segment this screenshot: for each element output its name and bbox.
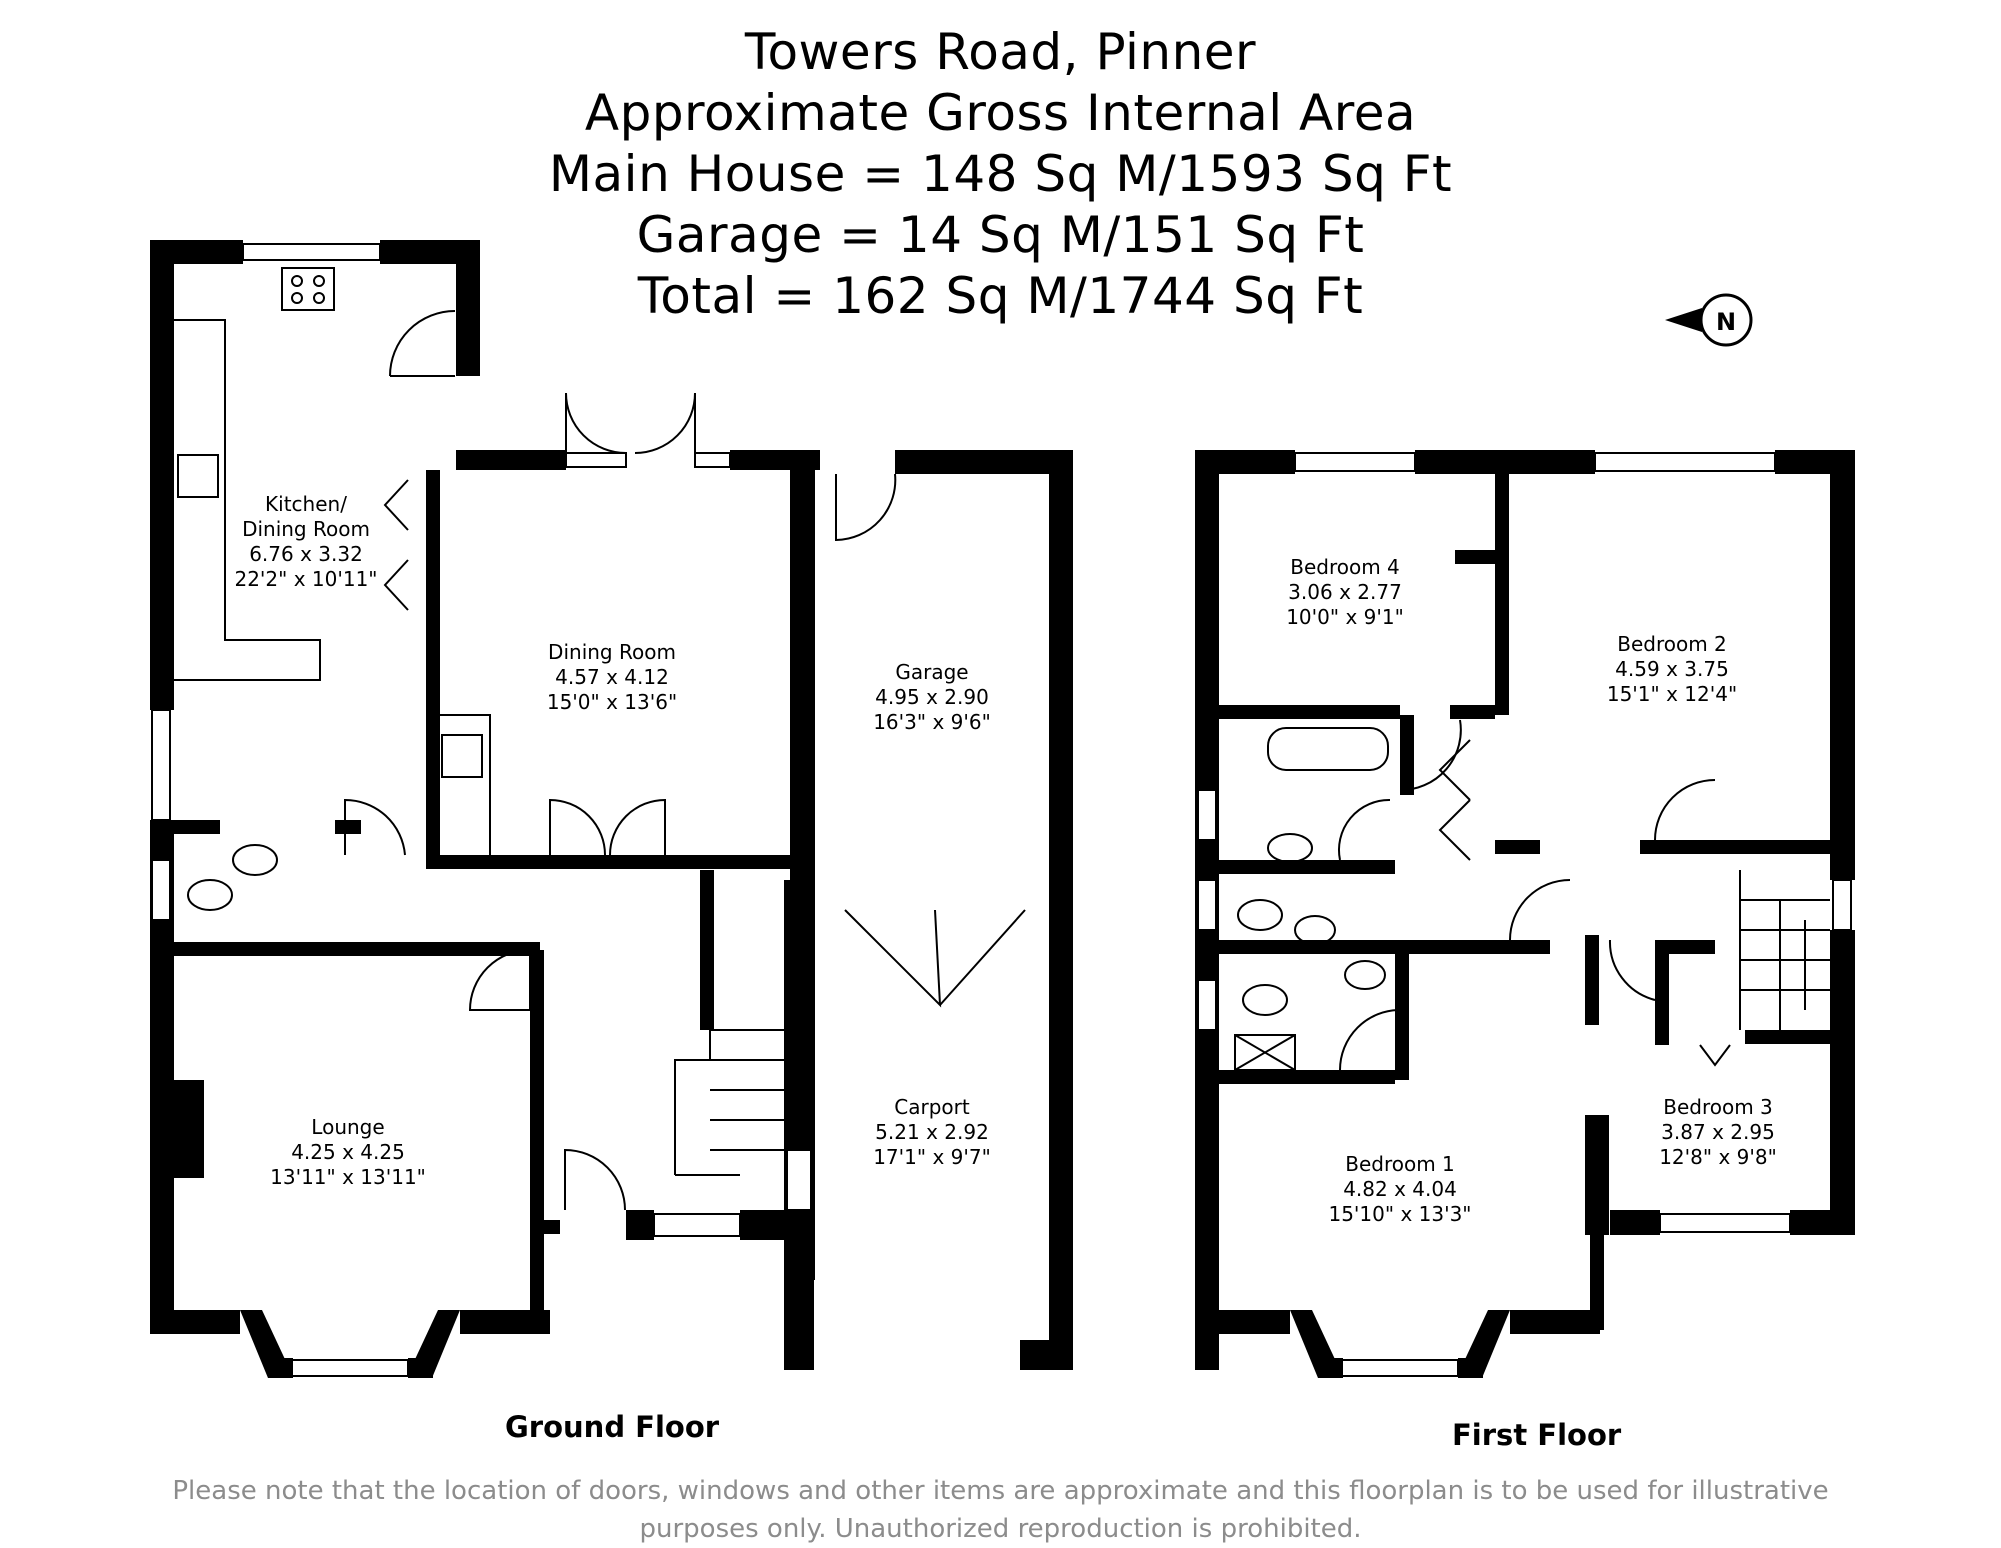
title-garage-area: Garage = 14 Sq M/151 Sq Ft <box>636 206 1365 264</box>
window <box>152 710 170 820</box>
wall <box>150 240 243 264</box>
door-swing <box>566 393 626 453</box>
wall <box>456 450 566 470</box>
room-name: Lounge <box>311 1115 385 1139</box>
room-imperial: 17'1" x 9'7" <box>873 1145 991 1169</box>
wall <box>1510 940 1550 954</box>
walls <box>150 240 1855 1378</box>
wall <box>1655 940 1715 954</box>
wall <box>895 450 1073 474</box>
room-name: Bedroom 4 <box>1290 555 1400 579</box>
window <box>1833 880 1851 930</box>
title-area-heading: Approximate Gross Internal Area <box>584 84 1417 142</box>
window <box>292 1360 408 1376</box>
wall <box>1195 1310 1290 1334</box>
window <box>654 1214 740 1236</box>
window <box>1595 453 1775 471</box>
disclaimer-line1: Please note that the location of doors, windows and other items are approximate and this floorplan is to be used for illustrative <box>172 1476 1829 1506</box>
wall <box>1640 840 1835 854</box>
cupboard-door <box>385 480 408 530</box>
door-swing <box>836 474 895 540</box>
wall <box>784 880 814 1340</box>
door-swing <box>845 910 940 1005</box>
floor-label-ground: Ground Floor <box>505 1410 720 1444</box>
wall <box>1585 935 1599 1025</box>
title-main-house-area: Main House = 148 Sq M/1593 Sq Ft <box>548 145 1453 203</box>
wall <box>530 1220 560 1234</box>
wall <box>268 1358 293 1378</box>
room-metric: 5.21 x 2.92 <box>875 1120 989 1144</box>
wall <box>170 820 220 834</box>
title-total-area: Total = 162 Sq M/1744 Sq Ft <box>637 267 1364 325</box>
bath <box>1268 728 1388 770</box>
wall <box>626 1210 654 1240</box>
title-address: Towers Road, Pinner <box>744 23 1257 81</box>
door-swing <box>1610 940 1655 1000</box>
window <box>1295 453 1415 471</box>
staircase <box>675 1030 785 1175</box>
wall <box>1510 1310 1600 1334</box>
room-imperial: 16'3" x 9'6" <box>873 710 991 734</box>
wall <box>1590 1115 1604 1330</box>
window <box>152 860 170 920</box>
room-imperial: 22'2" x 10'11" <box>234 567 378 591</box>
wall <box>1495 840 1540 854</box>
wall <box>1830 450 1855 880</box>
room-imperial: 10'0" x 9'1" <box>1286 605 1404 629</box>
wall <box>1455 550 1495 564</box>
room-name-line2: Dining Room <box>242 517 370 541</box>
door-swing <box>470 950 530 1010</box>
room-garage <box>873 660 991 735</box>
wall <box>408 1358 433 1378</box>
wall <box>150 1310 240 1334</box>
room-name-line1: Kitchen/ <box>265 492 347 516</box>
room-name: Bedroom 2 <box>1617 632 1727 656</box>
room-imperial: 15'0" x 13'6" <box>546 690 678 714</box>
door-swing <box>565 1150 625 1210</box>
door-swing <box>1440 800 1470 860</box>
room-metric: 4.57 x 4.12 <box>555 665 669 689</box>
wall <box>335 820 361 834</box>
window <box>695 453 730 467</box>
wall <box>1215 860 1395 874</box>
hob-ring <box>292 293 302 303</box>
wall <box>700 870 714 1030</box>
room-kitchen <box>234 492 377 592</box>
wall <box>426 470 440 860</box>
wall <box>1400 715 1414 795</box>
compass-north-icon <box>1665 295 1751 345</box>
basin <box>1345 961 1385 989</box>
cupboard-door <box>385 560 408 610</box>
room-name: Bedroom 3 <box>1663 1095 1773 1119</box>
window <box>1342 1360 1458 1376</box>
room-name: Carport <box>894 1095 970 1119</box>
room-imperial: 13'11" x 13'11" <box>270 1165 426 1189</box>
room-metric: 3.87 x 2.95 <box>1661 1120 1775 1144</box>
wall <box>1610 1210 1660 1235</box>
hob-ring <box>292 276 302 286</box>
room-dining <box>547 640 677 715</box>
hob-ring <box>314 276 324 286</box>
wall <box>790 450 820 470</box>
wall <box>784 1340 814 1370</box>
wall <box>1020 1340 1073 1370</box>
wall <box>426 855 790 869</box>
room-lounge <box>270 1115 426 1190</box>
doors <box>345 311 1730 1210</box>
room-bedroom3 <box>1659 1095 1777 1170</box>
compass-label: N <box>1715 308 1737 336</box>
room-metric: 4.82 x 4.04 <box>1343 1177 1457 1201</box>
wall <box>1450 705 1495 719</box>
basin <box>233 845 277 875</box>
disclaimer-line2: purposes only. Unauthorized reproduction is prohibited. <box>639 1514 1362 1544</box>
wall <box>1195 450 1295 474</box>
door-swing <box>1655 780 1715 840</box>
wall <box>1215 1070 1395 1084</box>
window <box>787 1150 811 1210</box>
fixtures <box>174 268 1830 1175</box>
hob <box>282 268 334 310</box>
sink <box>178 455 218 497</box>
door-swing <box>390 311 455 376</box>
room-metric: 3.06 x 2.77 <box>1288 580 1402 604</box>
room-metric: 4.59 x 3.75 <box>1615 657 1729 681</box>
window <box>243 244 380 260</box>
sink <box>442 735 482 777</box>
room-metric: 4.25 x 4.25 <box>291 1140 405 1164</box>
hob-ring <box>314 293 324 303</box>
window <box>1660 1214 1790 1232</box>
room-bedroom1 <box>1328 1152 1471 1227</box>
basin <box>1295 916 1335 944</box>
disclaimer <box>0 1472 2001 1548</box>
room-metric: 6.76 x 3.32 <box>249 542 363 566</box>
wall <box>1745 1030 1835 1044</box>
wall <box>170 942 540 956</box>
window <box>1198 790 1216 840</box>
window <box>1198 980 1216 1030</box>
wall <box>1790 1210 1855 1235</box>
wall <box>150 240 174 710</box>
wall <box>1215 705 1400 719</box>
wall <box>1458 1358 1483 1378</box>
basin <box>1268 834 1312 862</box>
room-name: Dining Room <box>548 640 676 664</box>
room-name: Bedroom 1 <box>1345 1152 1455 1176</box>
wc <box>1238 900 1282 930</box>
room-imperial: 15'10" x 13'3" <box>1328 1202 1472 1226</box>
wall <box>456 240 480 376</box>
door-swing <box>550 800 605 855</box>
wall <box>1318 1358 1343 1378</box>
wall <box>1495 470 1509 715</box>
room-name: Garage <box>895 660 969 684</box>
room-imperial: 15'1" x 12'4" <box>1606 682 1738 706</box>
wall <box>1400 940 1510 954</box>
door-swing <box>1340 1010 1400 1070</box>
wc <box>1243 985 1287 1015</box>
wall <box>530 950 544 1330</box>
room-imperial: 12'8" x 9'8" <box>1659 1145 1777 1169</box>
room-metric: 4.95 x 2.90 <box>875 685 989 709</box>
window <box>1198 880 1216 930</box>
chimney-breast <box>174 1080 204 1178</box>
door-swing <box>610 800 665 855</box>
floor-label-first: First Floor <box>1452 1418 1622 1452</box>
wall <box>1049 450 1073 1370</box>
door-swing <box>1339 800 1390 860</box>
wall <box>1830 930 1855 1235</box>
door-swing <box>1510 880 1570 940</box>
room-bedroom2 <box>1607 632 1737 707</box>
wall <box>1655 940 1669 1045</box>
window <box>566 453 626 467</box>
door-swing <box>635 393 695 453</box>
cupboard-door <box>1700 1045 1730 1065</box>
room-bedroom4 <box>1286 555 1404 630</box>
wc <box>188 880 232 910</box>
door-swing <box>940 910 1025 1005</box>
room-carport <box>873 1095 991 1170</box>
